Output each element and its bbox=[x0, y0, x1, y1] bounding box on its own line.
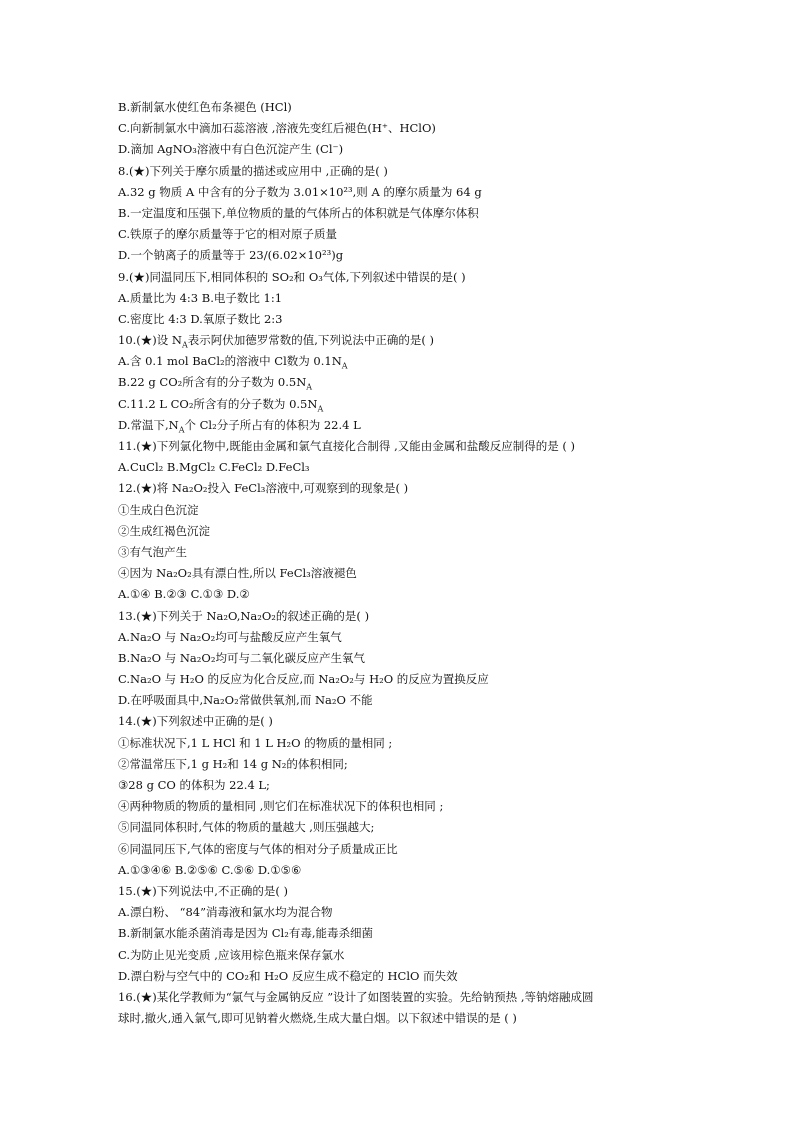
text-line: 16.(★)某化学教师为“氯气与金属钠反应 ”设计了如图装置的实验。先给钠预热 ,等钠熔融成圆 bbox=[118, 989, 594, 1004]
text-line: ④两种物质的物质的量相同 ,则它们在标准状况下的体积也相同 ; bbox=[118, 799, 444, 814]
text-line: 9.(★)同温同压下,相同体积的 SO₂和 O₃气体,下列叙述中错误的是( ) bbox=[118, 269, 466, 284]
text-line: B.Na₂O 与 Na₂O₂均可与二氧化碳反应产生氧气 bbox=[118, 650, 365, 665]
text-line: 10.(★)设 $N_A$表示阿伏加德罗常数的值,下列说法中正确的是( ) bbox=[118, 333, 435, 350]
text-line: B.22 g CO₂所含有的分子数为 $0.5N_A$ bbox=[118, 375, 313, 392]
text-line: 13.(★)下列关于 Na₂O,Na₂O₂的叙述正确的是( ) bbox=[118, 608, 370, 623]
text-line: A.①③④⑥ B.②⑤⑥ C.⑤⑥ D.①⑤⑥ bbox=[118, 862, 302, 877]
text-line: C.为防止见光变质 ,应该用棕色瓶来保存氯水 bbox=[118, 947, 345, 962]
text-line: ①标准状况下,1 L HCl 和 1 L H₂O 的物质的量相同 ; bbox=[118, 735, 393, 750]
text-line: A.Na₂O 与 Na₂O₂均可与盐酸反应产生氧气 bbox=[118, 629, 342, 644]
text-line: C.向新制氯水中滴加石蕊溶液 ,溶液先变红后褪色(H⁺、HClO) bbox=[118, 121, 436, 136]
text-line: A.CuCl₂ B.MgCl₂ C.FeCl₂ D.FeCl₃ bbox=[118, 460, 310, 475]
text-line: A.32 g 物质 A 中含有的分子数为 3.01×10²³,则 A 的摩尔质量为 64 g bbox=[118, 184, 482, 199]
text-line: B.新制氯水能杀菌消毒是因为 Cl₂有毒,能毒杀细菌 bbox=[118, 926, 374, 941]
text-line: 8.(★)下列关于摩尔质量的描述或应用中 ,正确的是( ) bbox=[118, 163, 388, 178]
text-line: ②生成红褐色沉淀 bbox=[118, 523, 210, 538]
text-line: D.常温下$,N_A$个 Cl₂分子所占有的体积为 22.4 L bbox=[118, 417, 361, 435]
text-line: 12.(★)将 Na₂O₂投入 FeCl₃溶液中,可观察到的现象是( ) bbox=[118, 481, 409, 496]
text-line: ①生成白色沉淀 bbox=[118, 502, 199, 517]
text-line: C.铁原子的摩尔质量等于它的相对原子质量 bbox=[118, 227, 338, 242]
text-line: B.新制氯水使红色布条褪色 (HCl) bbox=[118, 100, 292, 114]
text-line: D.一个钠离子的质量等于 23/(6.02×10²³)g bbox=[118, 248, 344, 263]
text-line: 球时,撤火,通入氯气,即可见钠着火燃烧,生成大量白烟。以下叙述中错误的是 ( ) bbox=[118, 1011, 517, 1026]
text-line: ②常温常压下,1 g H₂和 14 g N₂的体积相同; bbox=[118, 756, 348, 771]
document-body bbox=[118, 97, 718, 1029]
text-line: D.在呼吸面具中,Na₂O₂常做供氧剂,而 Na₂O 不能 bbox=[118, 693, 373, 708]
text-line: ③28 g CO 的体积为 22.4 L; bbox=[118, 778, 270, 792]
text-line: 14.(★)下列叙述中正确的是( ) bbox=[118, 714, 273, 729]
text-line: D.漂白粉与空气中的 CO₂和 H₂O 反应生成不稳定的 HClO 而失效 bbox=[118, 968, 458, 983]
text-line: C.密度比 4:3 D.氧原子数比 2:3 bbox=[118, 311, 283, 326]
text-line: C.11.2 L CO₂所含有的分子数为 $0.5N_A$ bbox=[118, 396, 324, 413]
text-line: B.一定温度和压强下,单位物质的量的气体所占的体积就是气体摩尔体积 bbox=[118, 205, 479, 220]
text-line: C.Na₂O 与 H₂O 的反应为化合反应,而 Na₂O₂与 H₂O 的反应为置换反应 bbox=[118, 672, 489, 687]
text-line: 15.(★)下列说法中,不正确的是( ) bbox=[118, 883, 289, 898]
text-line: A.①④ B.②③ C.①③ D.② bbox=[118, 587, 250, 602]
text-line: ④因为 Na₂O₂具有漂白性,所以 FeCl₃溶液褪色 bbox=[118, 566, 357, 581]
text-line: 11.(★)下列氯化物中,既能由金属和氯气直接化合制得 ,又能由金属和盐酸反应制得的是 ( ) bbox=[118, 439, 576, 453]
text-line: A.漂白粉、 “84”消毒液和氯水均为混合物 bbox=[118, 905, 333, 920]
text-line: A.质量比为 4:3 B.电子数比 1:1 bbox=[118, 290, 283, 305]
text-line: ③有气泡产生 bbox=[118, 544, 187, 559]
text-line: D.滴加 AgNO₃溶液中有白色沉淀产生 (Cl⁻) bbox=[118, 142, 344, 157]
text-line: ⑥同温同压下,气体的密度与气体的相对分子质量成正比 bbox=[118, 841, 398, 856]
text-line: A.含 0.1 mol BaCl₂的溶液中 Cl数为 $0.1N_A$ bbox=[118, 354, 348, 371]
text-line: ⑤同温同体积时,气体的物质的量越大 ,则压强越大; bbox=[118, 820, 375, 835]
